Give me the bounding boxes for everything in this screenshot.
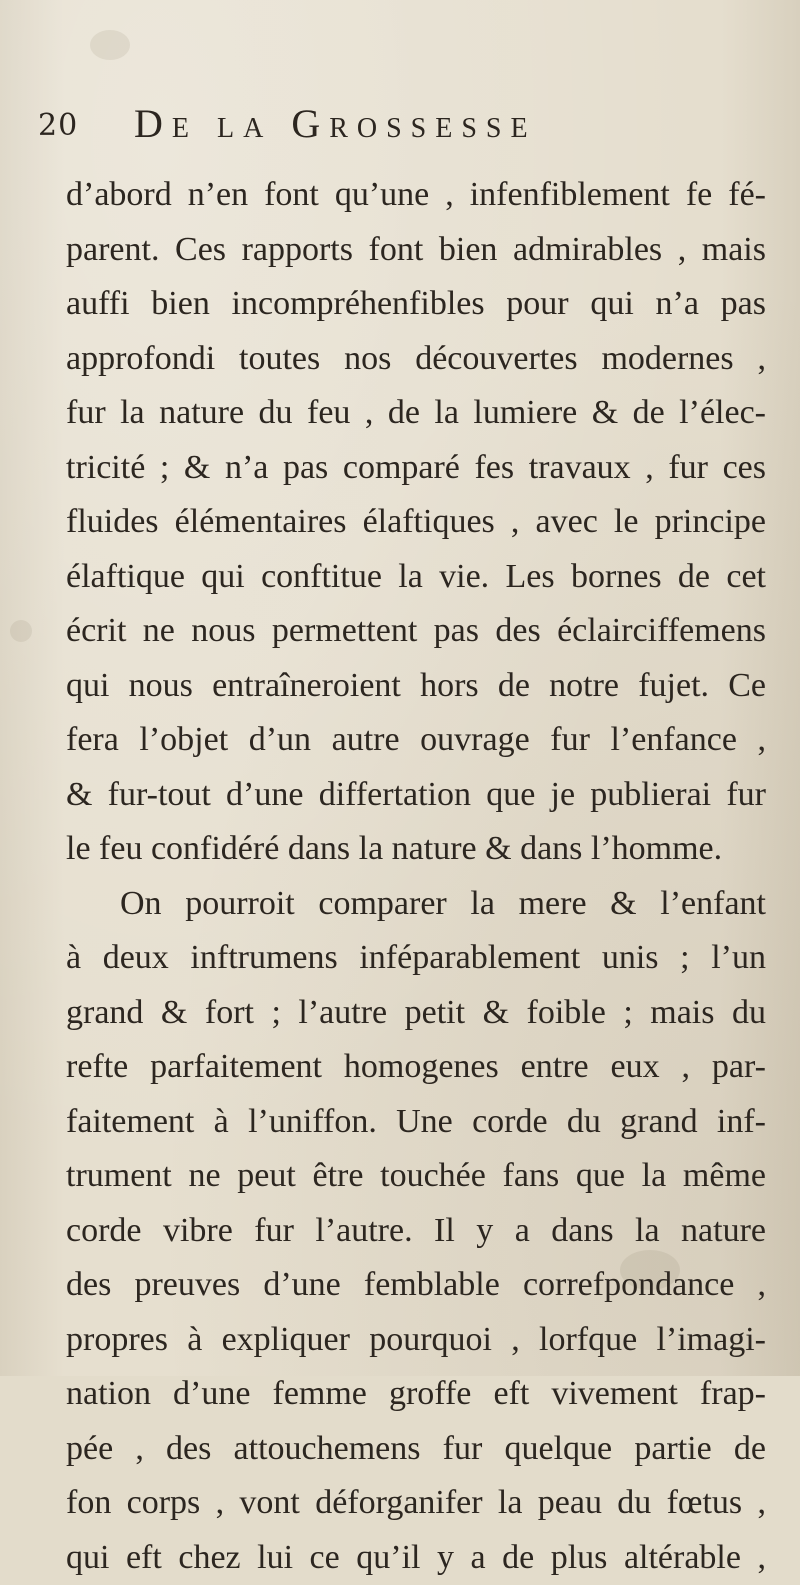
text-line: On pourroit comparer la mere & l’enfant	[66, 877, 766, 932]
running-title: De la Grossesse	[134, 100, 537, 147]
page-header	[38, 100, 760, 150]
paper-stain	[90, 30, 130, 60]
text-line: trument ne peut être touchée fans que la même	[66, 1149, 766, 1204]
text-line: propres à expliquer pourquoi , lorfque l’imagi-	[66, 1313, 766, 1368]
text-line: pée , des attouchemens fur quelque partie de	[66, 1422, 766, 1477]
text-line: élaftique qui conftitue la vie. Les bornes de cet	[66, 550, 766, 605]
text-line: nation d’une femme groffe eft vivement frap-	[66, 1367, 766, 1422]
text-line: qui nous entraîneroient hors de notre fujet. Ce	[66, 659, 766, 714]
page-number: 20	[38, 108, 78, 143]
text-line: grand & fort ; l’autre petit & foible ; mais du	[66, 986, 766, 1041]
text-line: approfondi toutes nos découvertes modernes ,	[66, 332, 766, 387]
text-line: corde vibre fur l’autre. Il y a dans la nature	[66, 1204, 766, 1259]
text-line: & fur-tout d’une differtation que je publierai fur	[66, 768, 766, 823]
text-line: des preuves d’une femblable correfpondance ,	[66, 1258, 766, 1313]
text-line: parent. Ces rapports font bien admirables , mais	[66, 223, 766, 278]
text-line: fera l’objet d’un autre ouvrage fur l’enfance ,	[66, 713, 766, 768]
text-line: faitement à l’uniffon. Une corde du grand inf-	[66, 1095, 766, 1150]
text-line: refte parfaitement homogenes entre eux , par-	[66, 1040, 766, 1095]
text-line: d’abord n’en font qu’une , infenfiblement fe fé-	[66, 168, 766, 223]
text-line: tricité ; & n’a pas comparé fes travaux , fur ces	[66, 441, 766, 496]
text-line: qui eft chez lui ce qu’il y a de plus altérable ,	[66, 1531, 766, 1585]
text-line: fur la nature du feu , de la lumiere & de l’élec-	[66, 386, 766, 441]
paper-stain	[10, 620, 32, 642]
text-line: le feu confidéré dans la nature & dans l’homme.	[66, 822, 766, 877]
text-line: écrit ne nous permettent pas des éclairciffemens	[66, 604, 766, 659]
text-line: auffi bien incompréhenfibles pour qui n’a pas	[66, 277, 766, 332]
text-line: fluides élémentaires élaftiques , avec le principe	[66, 495, 766, 550]
text-line: à deux inftrumens inféparablement unis ; l’un	[66, 931, 766, 986]
body-text	[66, 168, 766, 1585]
text-line: fon corps , vont déforganifer la peau du fœtus ,	[66, 1476, 766, 1531]
